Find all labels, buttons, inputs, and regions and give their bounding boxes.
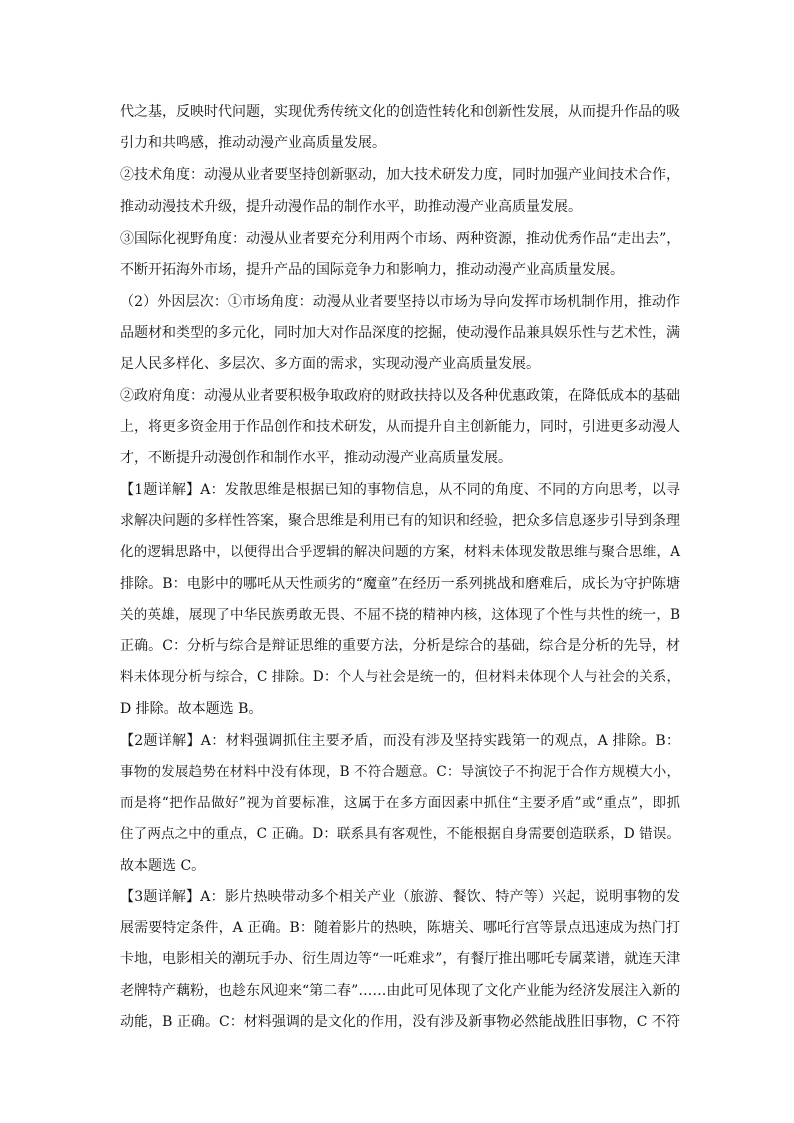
text-line: （2）外因层次：①市场角度：动漫从业者要坚持以市场为导向发挥市场机制作用，推动作 [120,294,680,310]
text-line: ③国际化视野角度：动漫从业者要充分利用两个市场、两种资源，推动优秀作品“走出去”， [120,231,681,247]
text-line: 推动动漫技术升级，提升动漫作品的制作水平，助推动漫产业高质量发展。 [120,199,582,215]
text-line: 品题材和类型的多元化，同时加大对作品深度的挖掘，使动漫作品兼具娱乐性与艺术性，满 [120,325,680,341]
text-line: ②政府角度：动漫从业者要积极争取政府的财政扶持以及各种优惠政策，在降低成本的基础 [120,388,680,404]
text-line: 而是将“把作品做好”视为首要标准，这属于在多方面因素中抓住“主要矛盾”或“重点”，即抓 [120,795,680,811]
text-line: 展需要特定条件，A 正确。B：随着影片的热映，陈塘关、哪吒行宫等景点迅速成为热门打 [120,920,680,936]
text-line: 【2题详解】A：材料强调抓住主要矛盾，而没有涉及坚持实践第一的观点，A 排除。B： [120,733,680,749]
text-line: 引力和共鸣感，推动动漫产业高质量发展。 [120,135,386,151]
text-line: 才，不断提升动漫创作和制作水平，推动动漫产业高质量发展。 [120,450,512,466]
text-line: 【3题详解】A：影片热映带动多个相关产业（旅游、餐饮、特产等）兴起，说明事物的发 [120,889,680,905]
text-line: 求解决问题的多样性答案，聚合思维是利用已有的知识和经验，把众多信息逐步引导到条理 [120,513,680,529]
text-line: 正确。C：分析与综合是辩证思维的重要方法，分析是综合的基础，综合是分析的先导，材 [120,638,680,654]
text-line: 关的英雄，展现了中华民族勇敢无畏、不屈不挠的精神内核，这体现了个性与共性的统一，B [120,607,680,623]
text-line: 料未体现分析与综合，C 排除。D：个人与社会是统一的，但材料未体现个人与社会的关系， [120,669,680,685]
text-line: 动能，B 正确。C：材料强调的是文化的作用，没有涉及新事物必然能战胜旧事物，C 不符 [120,1014,680,1030]
text-line: 不断开拓海外市场，提升产品的国际竞争力和影响力，推动动漫产业高质量发展。 [120,262,624,278]
text-line: 老牌特产藕粉，也趁东风迎来“第二春”……由此可见体现了文化产业能为经济发展注入新的 [120,983,681,999]
text-line: 卡地，电影相关的潮玩手办、衍生周边等“一吒难求”，有餐厅推出哪吒专属菜谱，就连天津 [120,951,681,967]
text-line: 【1题详解】A：发散思维是根据已知的事物信息，从不同的角度、不同的方向思考，以寻 [120,482,680,498]
text-line: 故本题选 C。 [120,858,206,874]
text-line: 事物的发展趋势在材料中没有体现，B 不符合题意。C：导演饺子不拘泥于合作方规模大小， [120,764,680,780]
text-line: 上，将更多资金用于作品创作和技术研发，从而提升自主创新能力，同时，引进更多动漫人 [120,419,680,435]
text-line: ②技术角度：动漫从业者要坚持创新驱动，加大技术研发力度，同时加强产业间技术合作， [120,167,680,183]
text-line: 排除。B：电影中的哪吒从天性顽劣的“魔童”在经历一系列挑战和磨难后，成长为守护陈塘 [120,576,680,592]
text-line: 化的逻辑思路中，以便得出合乎逻辑的解决问题的方案，材料未体现发散思维与聚合思维，A [120,544,680,560]
text-line: 代之基，反映时代问题，实现优秀传统文化的创造性转化和创新性发展，从而提升作品的吸 [120,104,680,120]
text-line: D 排除。故本题选 B。 [120,701,263,717]
text-line: 足人民多样化、多层次、多方面的需求，实现动漫产业高质量发展。 [120,356,540,372]
text-line: 住了两点之中的重点，C 正确。D：联系具有客观性，不能根据自身需要创造联系，D 错误。 [120,826,680,842]
